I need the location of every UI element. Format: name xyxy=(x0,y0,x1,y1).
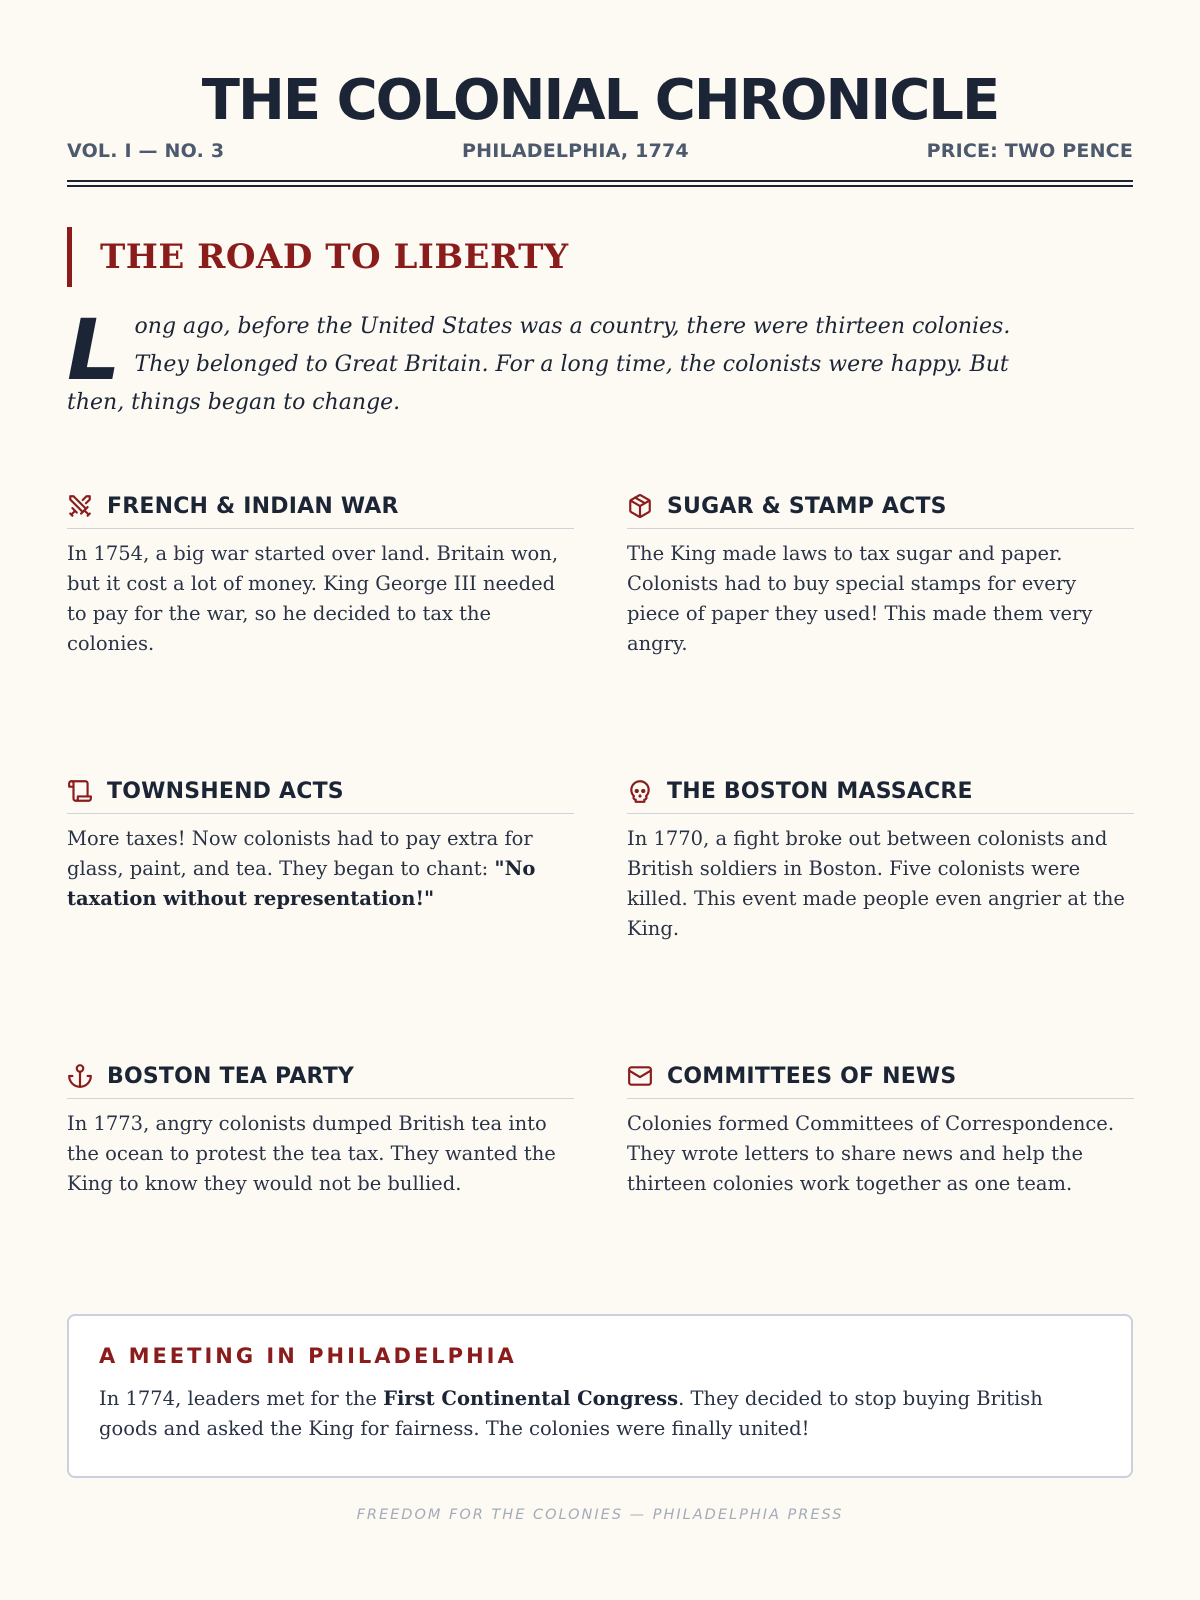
section-body: In 1754, a big war started over land. Britain won, but it cost a lot of money. King George III needed to pay for the war, so he decided to tax the colonies. xyxy=(67,542,559,655)
section-title: SUGAR & STAMP ACTS xyxy=(667,493,947,519)
section-header xyxy=(67,1058,574,1099)
callout-text-before: In 1774, leaders met for the xyxy=(99,1387,384,1410)
section-title: COMMITTEES OF NEWS xyxy=(667,1063,957,1089)
section-townshend-acts xyxy=(67,773,574,914)
section-title: THE BOSTON MASSACRE xyxy=(667,778,973,804)
callout-box xyxy=(67,1314,1133,1478)
section-header xyxy=(67,773,574,814)
masthead-meta xyxy=(67,140,1133,162)
callout-text-bold: First Continental Congress xyxy=(383,1387,679,1410)
section-boston-tea-party xyxy=(67,1058,574,1199)
masthead-title: THE COLONIAL CHRONICLE xyxy=(201,68,999,133)
drop-cap: L xyxy=(67,301,121,399)
price: PRICE: TWO PENCE xyxy=(926,140,1133,162)
section-body: In 1773, angry colonists dumped British tea into the ocean to protest the tea tax. They wanted the King to know they would not be bullied. xyxy=(67,1112,556,1195)
section-committees-of-news xyxy=(627,1058,1134,1199)
box-icon xyxy=(627,493,653,519)
section-french-indian-war xyxy=(67,488,574,659)
location-date: PHILADELPHIA, 1774 xyxy=(462,140,689,162)
anchor-icon xyxy=(67,1063,93,1089)
section-header xyxy=(627,773,1134,814)
volume-number: VOL. I — NO. 3 xyxy=(67,140,225,162)
section-body-quote: "No taxation without representation!" xyxy=(67,857,536,910)
section-header xyxy=(627,488,1134,529)
section-title: BOSTON TEA PARTY xyxy=(107,1063,355,1089)
section-title: FRENCH & INDIAN WAR xyxy=(107,493,399,519)
section-body-text: More taxes! Now colonists had to pay extra for glass, paint, and tea. They began to chant: xyxy=(67,827,533,880)
headline: THE ROAD TO LIBERTY xyxy=(67,227,569,287)
lede-text: ong ago, before the United States was a country, there were thirteen colonies. They belonged to Great Britain. For a long time, the colonists were happy. But then, things began to change. xyxy=(67,314,1011,415)
section-header xyxy=(627,1058,1134,1099)
masthead-double-rule xyxy=(67,180,1133,187)
callout-body xyxy=(99,1384,1101,1444)
lede-paragraph xyxy=(67,301,1070,422)
envelope-icon xyxy=(627,1063,653,1089)
section-body: In 1770, a fight broke out between colonists and British soldiers in Boston. Five colonists were killed. This event made people even angrier at the King. xyxy=(627,827,1125,940)
section-body: The King made laws to tax sugar and paper. Colonists had to buy special stamps for every piece of paper they used! This made them very angry. xyxy=(627,542,1093,655)
section-header xyxy=(67,488,574,529)
scroll-icon xyxy=(67,778,93,804)
section-title: TOWNSHEND ACTS xyxy=(107,778,344,804)
crossed-swords-icon xyxy=(67,493,93,519)
callout-title: A MEETING IN PHILADELPHIA xyxy=(99,1344,517,1368)
section-sugar-stamp-acts xyxy=(627,488,1134,659)
section-boston-massacre xyxy=(627,773,1134,944)
footer: FREEDOM FOR THE COLONIES — PHILADELPHIA PRESS xyxy=(356,1507,844,1523)
section-body: Colonies formed Committees of Correspondence. They wrote letters to share news and help the thirteen colonies work together as one team. xyxy=(627,1112,1115,1195)
skull-icon xyxy=(627,778,653,804)
section-body xyxy=(67,824,574,914)
callout-text-after: . They decided to stop buying British goods and asked the King for fairness. The colonies were finally united! xyxy=(99,1387,1043,1440)
